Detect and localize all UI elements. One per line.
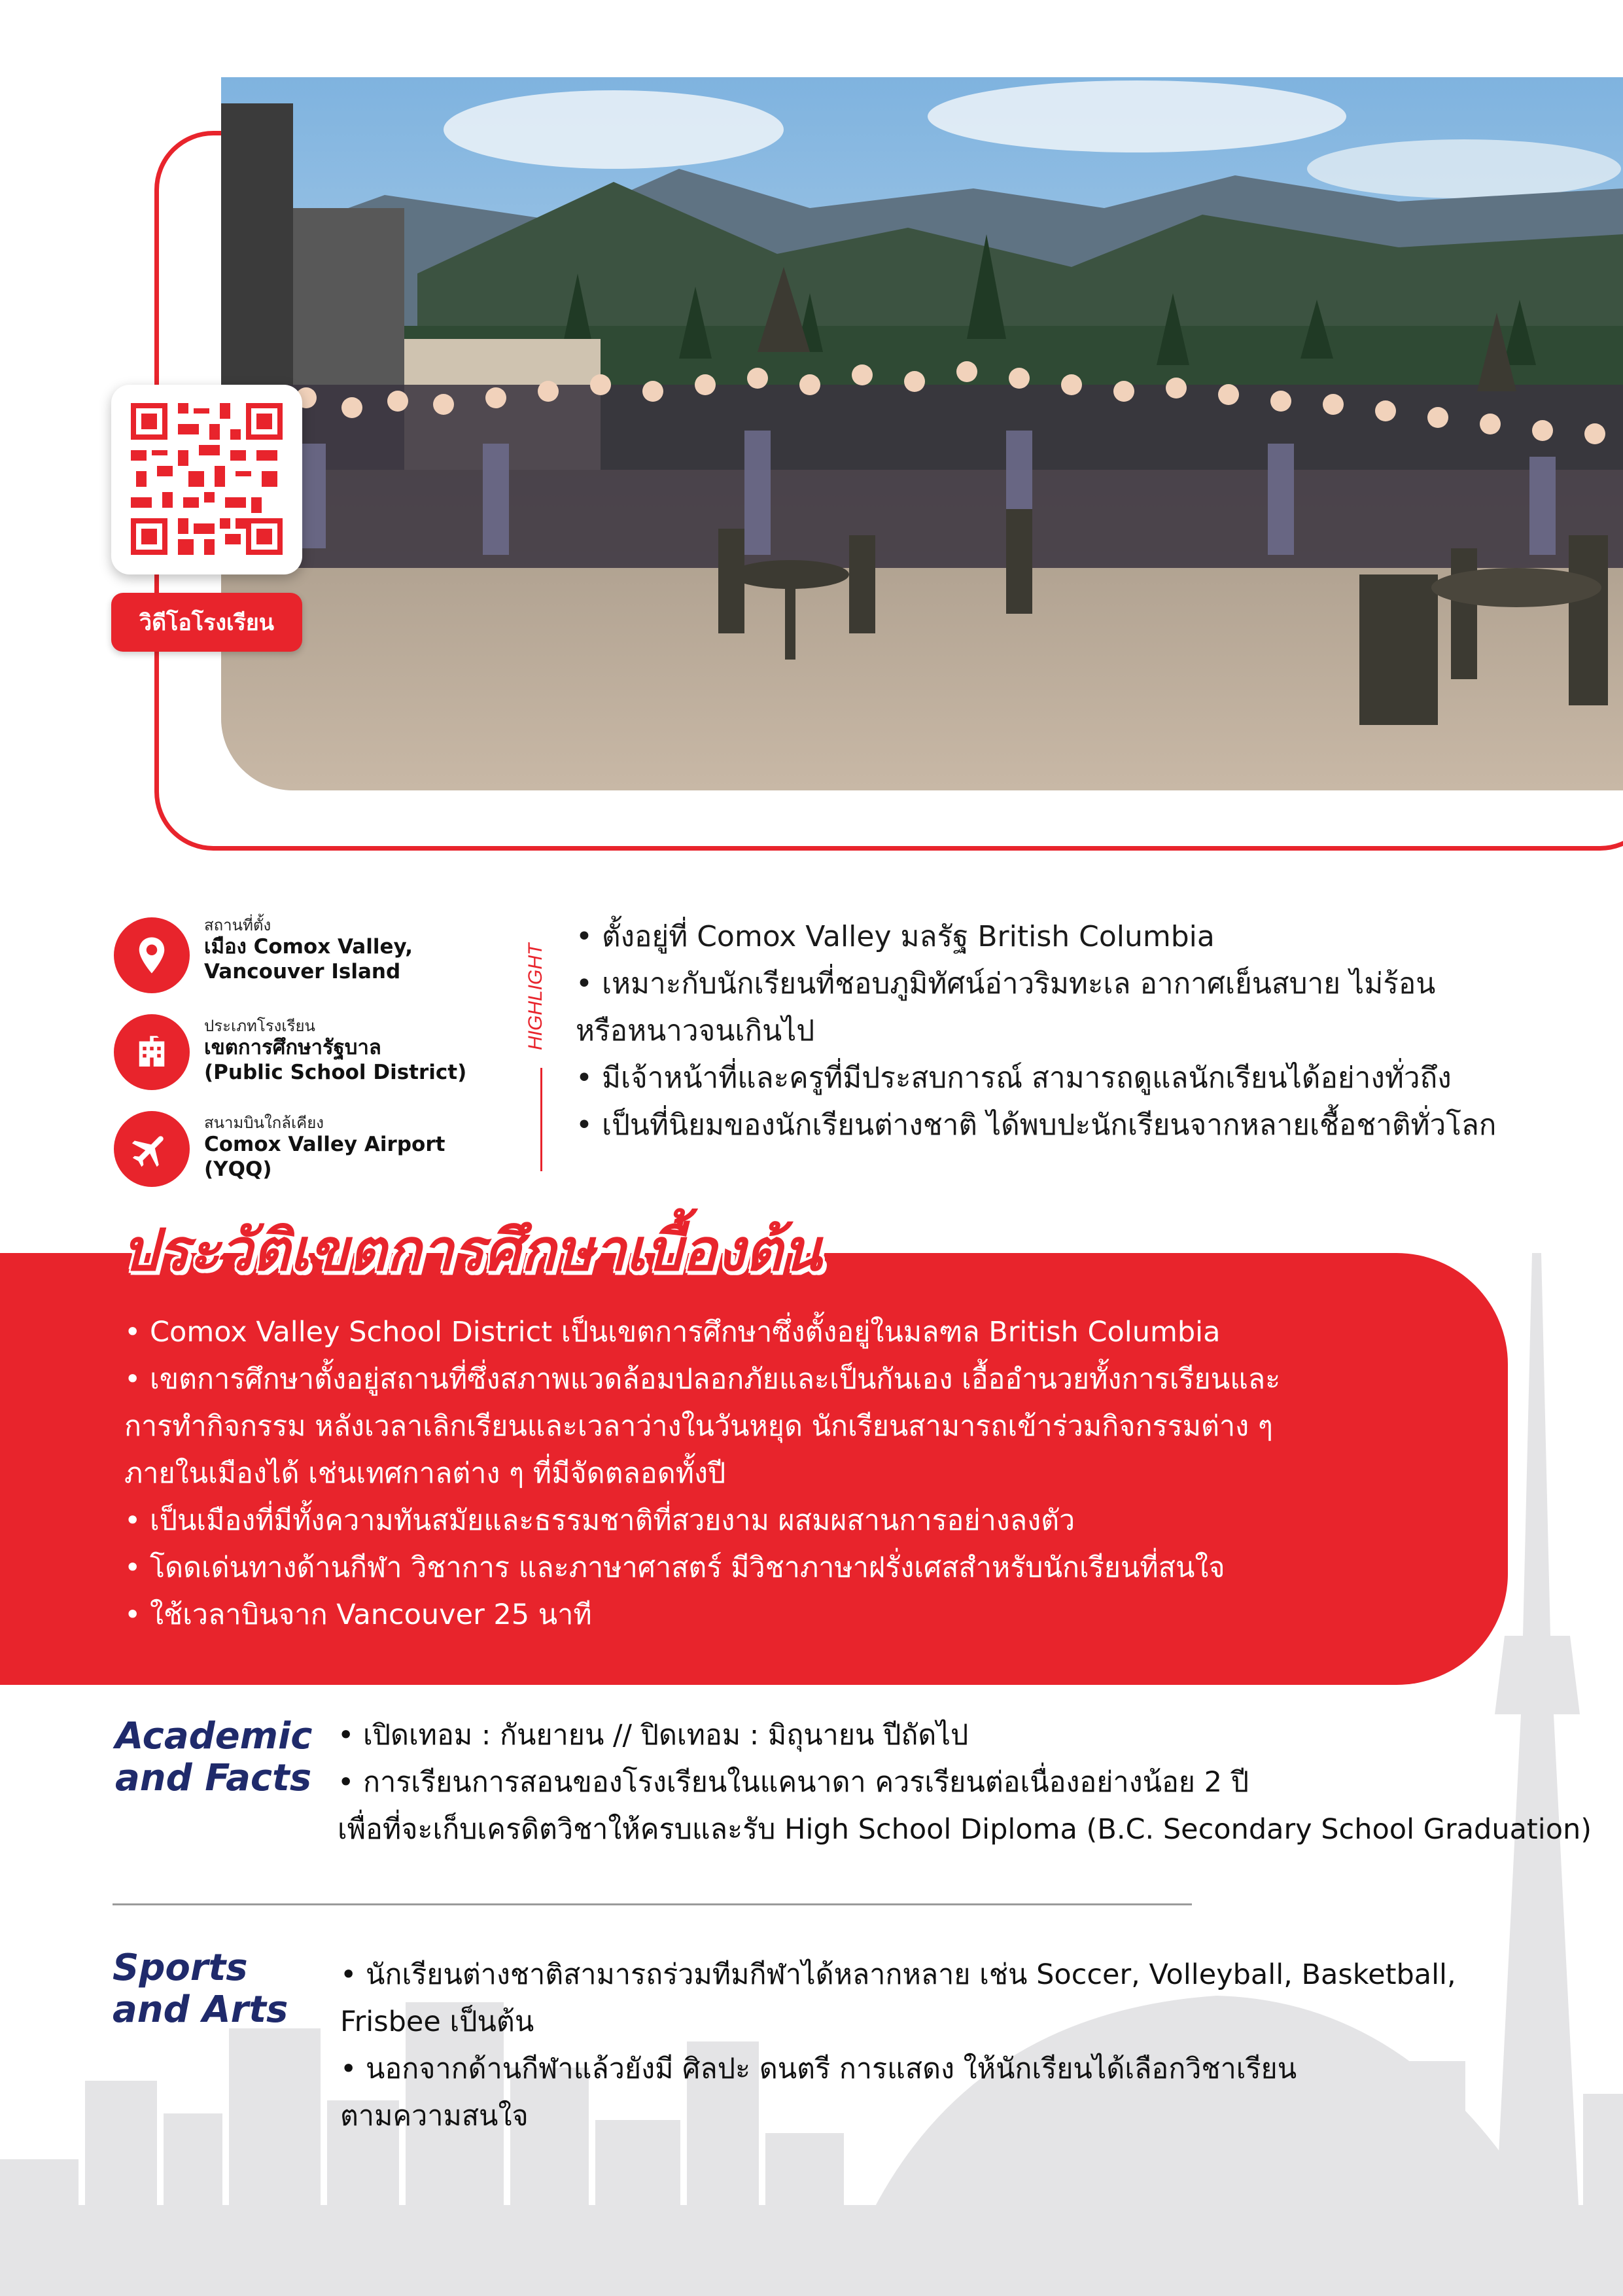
history-item: ภายในเมืองได้ เช่นเทศกาลต่าง ๆ ที่มีจัดตลอดทั้งปี xyxy=(124,1457,726,1490)
highlight-item: หรือหนาวจนเกินไป xyxy=(576,1014,815,1048)
sports-heading-line-2: and Arts xyxy=(113,1988,288,2031)
academic-list xyxy=(338,1712,1592,1853)
highlight-item: • เป็นที่นิยมของนักเรียนต่างชาติ ได้พบปะนักเรียนจากหลายเชื้อชาติทั่วโลก xyxy=(576,1108,1497,1142)
school-type-line-1: เขตการศึกษารัฐบาล xyxy=(204,1036,381,1059)
qr-code-icon[interactable] xyxy=(131,403,283,555)
school-video-label[interactable]: วิดีโอโรงเรียน xyxy=(111,593,302,652)
history-item: • เป็นเมืองที่มีทั้งความทันสมัยและธรรมชาติที่สวยงาม ผสมผสานการอย่างลงตัว xyxy=(124,1504,1075,1537)
highlight-item: • มีเจ้าหน้าที่และครูที่มีประสบการณ์ สามารถดูแลนักเรียนได้อย่างทั่วถึง xyxy=(576,1061,1452,1095)
location-line-2: Vancouver Island xyxy=(204,960,401,983)
sports-item: ตามความสนใจ xyxy=(340,2100,529,2132)
school-building-icon xyxy=(114,1014,190,1090)
qr-code-card[interactable] xyxy=(111,385,302,574)
sports-list xyxy=(340,1951,1456,2140)
sports-item: • นอกจากด้านกีฬาแล้วยังมี ศิลปะ ดนตรี การแสดง ให้นักเรียนได้เลือกวิชาเรียน xyxy=(340,2053,1297,2085)
svg-text:HIGHLIGHT: HIGHLIGHT xyxy=(525,943,546,1050)
section-divider xyxy=(113,1903,1192,1905)
location-pin-icon xyxy=(114,917,190,993)
history-item: • เขตการศึกษาตั้งอยู่สถานที่ซึ่งสภาพแวดล้อมปลอกภัยและเป็นกันเอง เอื้ออำนวยทั้งการเรียนและ xyxy=(124,1363,1281,1396)
academic-heading-line-1: Academic xyxy=(115,1715,313,1757)
academic-item: เพื่อที่จะเก็บเครดิตวิชาให้ครบและรับ High School Diploma (B.C. Secondary School Graduation) xyxy=(338,1813,1592,1846)
airport-caption: สนามบินใกล้เคียง xyxy=(204,1114,324,1132)
history-item: • Comox Valley School District เป็นเขตการศึกษาซึ่งตั้งอยู่ในมลฑล British Columbia xyxy=(124,1316,1221,1349)
airport-line-1: Comox Valley Airport xyxy=(204,1133,445,1156)
location-line-1: เมือง Comox Valley, xyxy=(204,935,413,959)
sports-item: • นักเรียนต่างชาติสามารถร่วมทีมกีฬาได้หลากหลาย เช่น Soccer, Volleyball, Basketball, xyxy=(340,1958,1456,1991)
history-item: • ใช้เวลาบินจาก Vancouver 25 นาที xyxy=(124,1598,592,1631)
academic-heading-line-2: and Facts xyxy=(115,1757,312,1799)
school-type-line-2: (Public School District) xyxy=(204,1061,467,1084)
airport-line-2: (YQQ) xyxy=(204,1157,272,1181)
sports-heading xyxy=(113,1947,288,2031)
sports-heading-line-1: Sports xyxy=(113,1947,248,1989)
highlight-item: • ตั้งอยู่ที่ Comox Valley มลรัฐ British Columbia xyxy=(576,920,1215,953)
highlight-list xyxy=(576,913,1557,1149)
highlight-label xyxy=(522,916,548,1053)
history-list xyxy=(124,1309,1485,1638)
history-title: ประวัติเขตการศึกษาเบื้องต้น xyxy=(122,1216,822,1284)
airplane-icon xyxy=(114,1111,190,1187)
highlight-item: • เหมาะกับนักเรียนที่ชอบภูมิทัศน์อ่าวริมทะเล อากาศเย็นสบาย ไม่ร้อน xyxy=(576,967,1436,1000)
history-item: การทำกิจกรรม หลังเวลาเลิกเรียนและเวลาว่างในวันหยุด นักเรียนสามารถเข้าร่วมกิจกรรมต่าง ๆ xyxy=(124,1410,1273,1443)
school-type-caption: ประเภทโรงเรียน xyxy=(204,1017,315,1035)
academic-item: • การเรียนการสอนของโรงเรียนในแคนาดา ควรเรียนต่อเนื่องอย่างน้อย 2 ปี xyxy=(338,1766,1249,1799)
history-item: • โดดเด่นทางด้านกีฬา วิชาการ และภาษาศาสตร์ มีวิชาภาษาฝรั่งเศสสำหรับนักเรียนที่สนใจ xyxy=(124,1551,1225,1584)
academic-item: • เปิดเทอม : กันยายน // ปิดเทอม : มิถุนายน ปีถัดไป xyxy=(338,1719,969,1752)
sports-item: Frisbee เป็นต้น xyxy=(340,2005,534,2038)
highlight-rule xyxy=(540,1068,542,1171)
group-photo xyxy=(221,77,1623,790)
academic-heading xyxy=(115,1716,312,1799)
location-caption: สถานที่ตั้ง xyxy=(204,916,271,934)
